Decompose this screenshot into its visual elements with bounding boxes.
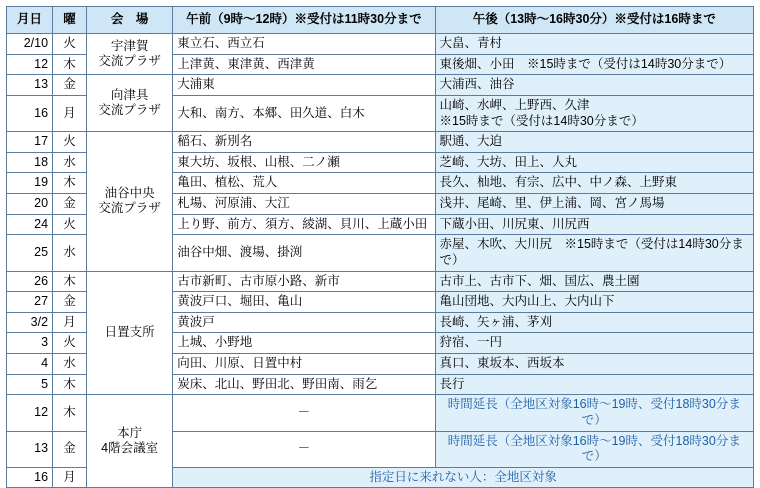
cell-day: 木 <box>53 54 87 75</box>
cell-afternoon-areas: 大浦西、油谷 <box>435 75 753 96</box>
cell-afternoon-areas: 時間延長（全地区対象16時～19時、受付18時30分まで） <box>435 431 753 467</box>
table-row <box>7 75 754 96</box>
cell-day: 水 <box>53 354 87 375</box>
column-header-day: 曜 <box>53 7 87 34</box>
cell-morning-areas: 東大坊、坂根、山根、二ノ瀬 <box>173 152 435 173</box>
cell-date: 16 <box>7 95 53 131</box>
cell-day: 金 <box>53 292 87 313</box>
cell-afternoon-areas: 長崎、矢ヶ浦、茅刈 <box>435 312 753 333</box>
cell-afternoon-areas: 大畠、青村 <box>435 34 753 55</box>
cell-afternoon-areas: 古市上、古市下、畑、国広、農土園 <box>435 271 753 292</box>
cell-morning-areas: 炭床、北山、野田北、野田南、雨乞 <box>173 374 435 395</box>
cell-morning-areas: 上り野、前方、須方、綾湖、貝川、上蔵小田 <box>173 214 435 235</box>
cell-venue <box>87 271 173 395</box>
cell-afternoon-areas: 山崎、水岬、上野西、久津 ※15時まで（受付は14時30分まで） <box>435 95 753 131</box>
venue-name-line2: 4階会議室 <box>101 441 159 456</box>
cell-morning-areas: 大和、南方、本郷、田久道、白木 <box>173 95 435 131</box>
cell-date: 24 <box>7 214 53 235</box>
cell-date: 16 <box>7 467 53 488</box>
venue-name-line1: 日置支所 <box>104 325 155 340</box>
cell-afternoon-areas: 駅通、大迫 <box>435 132 753 153</box>
table-row <box>7 271 754 292</box>
cell-morning-areas: 黄波戸口、堀田、亀山 <box>173 292 435 313</box>
column-header-venue: 会 場 <box>87 7 173 34</box>
cell-date: 19 <box>7 173 53 194</box>
table-body <box>7 34 754 488</box>
cell-morning-areas: 黄波戸 <box>173 312 435 333</box>
cell-date: 13 <box>7 75 53 96</box>
cell-day: 金 <box>53 431 87 467</box>
cell-afternoon-areas: 浅井、尾崎、里、伊上浦、岡、宮ノ馬場 <box>435 194 753 215</box>
cell-date: 17 <box>7 132 53 153</box>
cell-day: 火 <box>53 132 87 153</box>
table-header <box>7 7 754 34</box>
venue-name-line1: 宇津賀 <box>110 38 149 53</box>
cell-morning-areas: 亀田、植松、荒人 <box>173 173 435 194</box>
cell-day: 月 <box>53 95 87 131</box>
cell-date: 27 <box>7 292 53 313</box>
cell-date: 18 <box>7 152 53 173</box>
cell-afternoon-areas: 時間延長（全地区対象16時～19時、受付18時30分まで） <box>435 395 753 431</box>
cell-date: 3 <box>7 333 53 354</box>
table-row <box>7 34 754 55</box>
cell-venue <box>87 395 173 488</box>
header-row <box>7 7 754 34</box>
venue-name-line2: 交流プラザ <box>98 201 161 216</box>
cell-day: 月 <box>53 467 87 488</box>
schedule-table <box>6 6 754 488</box>
cell-afternoon-areas: 長久、杣地、有宗、広中、中ノ森、上野東 <box>435 173 753 194</box>
venue-name-line1: 本庁 <box>117 425 143 440</box>
cell-morning-areas: 上城、小野地 <box>173 333 435 354</box>
venue-name-line2: 交流プラザ <box>98 54 161 69</box>
cell-afternoon-areas: 狩宿、一円 <box>435 333 753 354</box>
cell-morning-areas: 稲石、新別名 <box>173 132 435 153</box>
cell-morning-areas: 札場、河原浦、大江 <box>173 194 435 215</box>
cell-day: 金 <box>53 194 87 215</box>
cell-day: 木 <box>53 374 87 395</box>
cell-day: 木 <box>53 173 87 194</box>
cell-day: 月 <box>53 312 87 333</box>
cell-afternoon-areas: 芝崎、大坊、田上、人丸 <box>435 152 753 173</box>
cell-morning-areas: － <box>173 395 435 431</box>
cell-day: 金 <box>53 75 87 96</box>
cell-date: 25 <box>7 235 53 271</box>
cell-venue <box>87 75 173 132</box>
cell-afternoon-areas: 真口、東坂本、西坂本 <box>435 354 753 375</box>
cell-morning-areas: 古市新町、古市原小路、新市 <box>173 271 435 292</box>
cell-date: 13 <box>7 431 53 467</box>
cell-morning-areas: － <box>173 431 435 467</box>
cell-morning-areas: 大浦東 <box>173 75 435 96</box>
cell-date: 5 <box>7 374 53 395</box>
cell-date: 4 <box>7 354 53 375</box>
cell-date: 2/10 <box>7 34 53 55</box>
cell-day: 水 <box>53 152 87 173</box>
cell-morning-areas: 向田、川原、日置中村 <box>173 354 435 375</box>
column-header-date: 月日 <box>7 7 53 34</box>
cell-day: 木 <box>53 395 87 431</box>
cell-date: 26 <box>7 271 53 292</box>
cell-day: 水 <box>53 235 87 271</box>
cell-date: 12 <box>7 395 53 431</box>
cell-day: 火 <box>53 333 87 354</box>
cell-day: 火 <box>53 214 87 235</box>
cell-venue <box>87 132 173 271</box>
cell-day: 火 <box>53 34 87 55</box>
cell-afternoon-areas: 長行 <box>435 374 753 395</box>
column-header-afternoon: 午後（13時～16時30分）※受付は16時まで <box>435 7 753 34</box>
cell-afternoon-areas: 東後畑、小田 ※15時まで（受付は14時30分まで） <box>435 54 753 75</box>
cell-date: 20 <box>7 194 53 215</box>
table-row <box>7 395 754 431</box>
cell-afternoon-areas: 亀山団地、大内山上、大内山下 <box>435 292 753 313</box>
venue-name-line2: 交流プラザ <box>98 103 161 118</box>
cell-morning-areas: 油谷中畑、渡場、掛渕 <box>173 235 435 271</box>
cell-note-fullwidth: 指定日に来れない人：全地区対象 <box>173 467 754 488</box>
venue-name-line1: 向津具 <box>110 87 149 102</box>
cell-morning-areas: 東立石、西立石 <box>173 34 435 55</box>
cell-day: 木 <box>53 271 87 292</box>
cell-date: 3/2 <box>7 312 53 333</box>
cell-afternoon-areas: 赤屋、木吹、大川尻 ※15時まで（受付は14時30分まで） <box>435 235 753 271</box>
table-row <box>7 132 754 153</box>
cell-venue <box>87 34 173 75</box>
cell-morning-areas: 上津黄、東津黄、西津黄 <box>173 54 435 75</box>
venue-name-line1: 油谷中央 <box>104 185 155 200</box>
column-header-morning: 午前（9時～12時）※受付は11時30分まで <box>173 7 435 34</box>
cell-afternoon-areas: 下蔵小田、川尻東、川尻西 <box>435 214 753 235</box>
cell-date: 12 <box>7 54 53 75</box>
